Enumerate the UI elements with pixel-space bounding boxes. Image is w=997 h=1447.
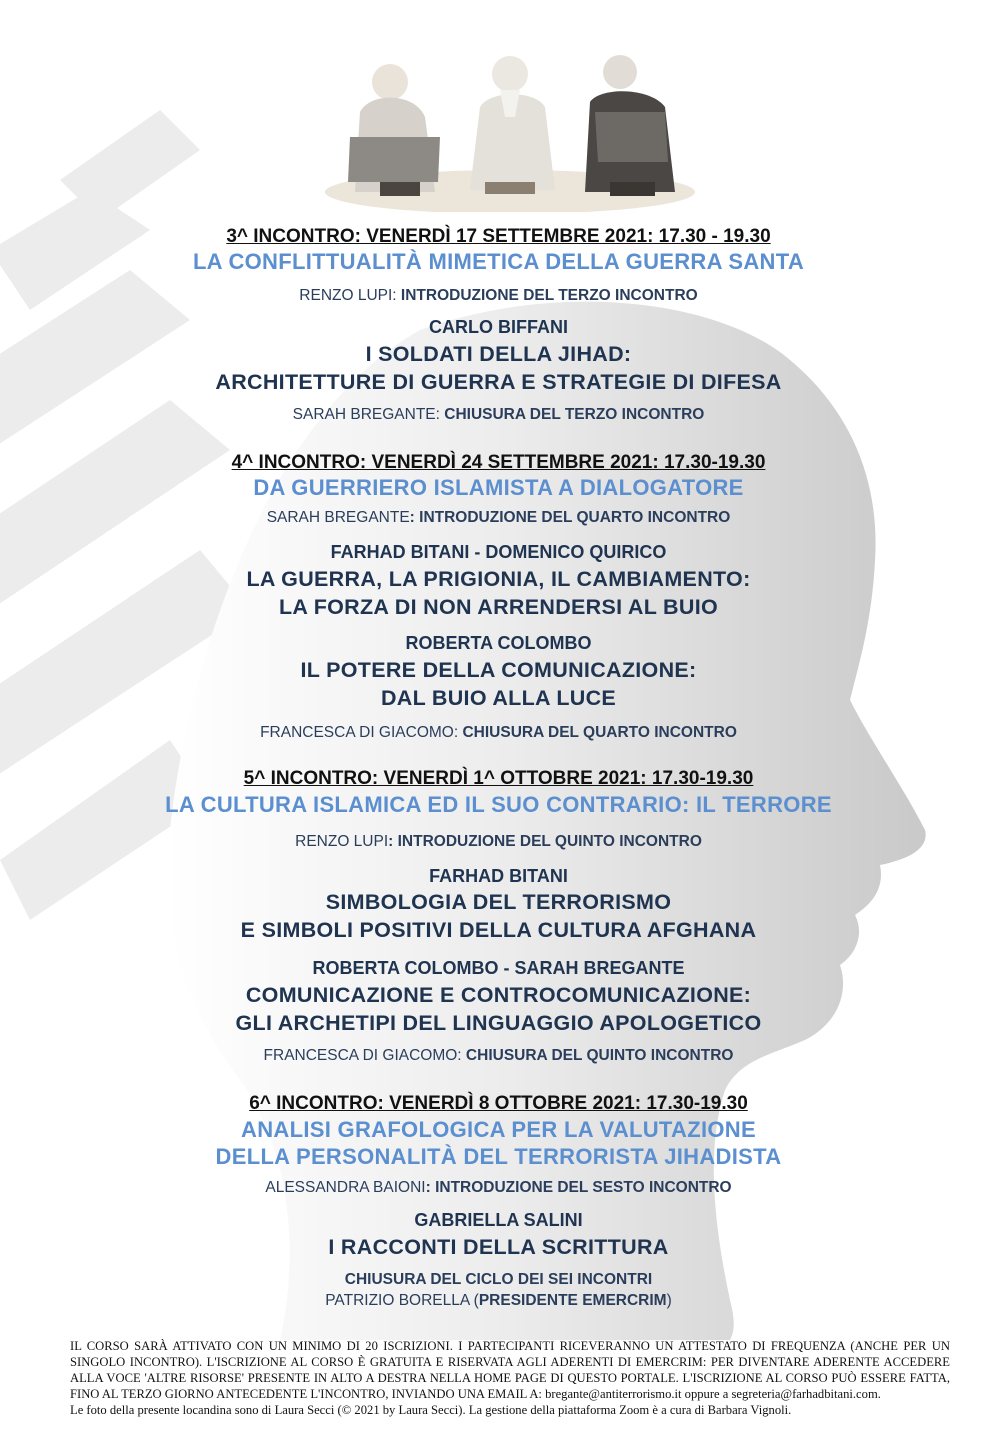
intro-role: : INTRODUZIONE DEL SESTO INCONTRO — [425, 1179, 732, 1196]
meeting-3-date: 3^ INCONTRO: VENERDÌ 17 SETTEMBRE 2021: 17.30 - 19.30 — [226, 226, 771, 247]
meeting-4-intro — [0, 509, 997, 527]
meeting-3-talk-title-2: ARCHITETTURE DI GUERRA E STRATEGIE DI DIFESA — [215, 370, 782, 394]
president-paren: ) — [666, 1292, 672, 1309]
meeting-3-talk-title-1: I SOLDATI DELLA JIHAD: — [365, 342, 632, 366]
intro-name: ALESSANDRA BAIONI — [265, 1179, 426, 1196]
registration-notice: IL CORSO SARÀ ATTIVATO CON UN MINIMO DI 20 ISCRIZIONI. I PARTECIPANTI RICEVERANNO UN ATTESTATO DI FREQUENZA (ANCHE PER UN SINGOLO INCONTRO). L'ISCRIZIONE AL CORSO È GRATUITA E RISERVATA AGLI ADERENTI DI EMERCRIM: PER DIVENTARE ADERENTE ACCEDERE ALLA VOCE 'ALTRE RISORSE' PRESENTE IN ALTO A DESTRA NELLA HOME PAGE DI QUESTO PORTALE. L'ISCRIZIONE AL CORSO PUÒ ESSERE FATTA, FINO AL TERZO GIORNO ANTECEDENTE L'INCONTRO, INVIANDO UNA EMAIL A: bregante@antiterrorismo.it oppure a segreteria@farhadbitani.com. — [70, 1339, 950, 1401]
closing-name: SARAH BREGANTE: — [292, 406, 440, 423]
footer-notes — [70, 1338, 950, 1418]
meeting-4-closing — [0, 724, 997, 742]
meeting-6-intro — [0, 1179, 997, 1197]
meeting-4-theme: DA GUERRIERO ISLAMISTA A DIALOGATORE — [253, 475, 744, 500]
meeting-3-theme: LA CONFLITTUALITÀ MIMETICA DELLA GUERRA SANTA — [192, 249, 805, 274]
meeting-4-talk-2-title-2: DAL BUIO ALLA LUCE — [380, 686, 617, 710]
meeting-5-talk-1-title-2: E SIMBOLI POSITIVI DELLA CULTURA AFGHANA — [240, 918, 757, 942]
president-role: PRESIDENTE EMERCRIM — [478, 1292, 667, 1309]
closing-role: CHIUSURA DEL TERZO INCONTRO — [439, 406, 705, 423]
meeting-6-theme-1: ANALISI GRAFOLOGICA PER LA VALUTAZIONE — [241, 1117, 756, 1142]
president-name: PATRIZIO BORELLA ( — [325, 1292, 479, 1309]
intro-role: : INTRODUZIONE DEL QUINTO INCONTRO — [388, 833, 702, 850]
photo-credit: Le foto della presente locandina sono di Laura Secci (© 2021 by Laura Secci). La gestione della piattaforma Zoom è a cura di Barbara Vignoli. — [70, 1403, 792, 1417]
closing-name: FRANCESCA DI GIACOMO: — [263, 1047, 462, 1064]
final-closing-text: CHIUSURA DEL CICLO DEI SEI INCONTRI — [344, 1271, 653, 1288]
meeting-5-speaker-1: FARHAD BITANI — [429, 866, 568, 886]
meeting-5-date: 5^ INCONTRO: VENERDÌ 1^ OTTOBRE 2021: 17.30-19.30 — [243, 768, 754, 789]
intro-role: INTRODUZIONE DEL TERZO INCONTRO — [396, 287, 698, 304]
meeting-5-talk-2-title-1: COMUNICAZIONE E CONTROCOMUNICAZIONE: — [245, 983, 752, 1007]
meeting-3-closing — [0, 406, 997, 424]
intro-name: RENZO LUPI — [295, 833, 389, 850]
meeting-3-intro — [0, 287, 997, 305]
final-closing-line — [0, 1271, 997, 1289]
intro-name: SARAH BREGANTE — [266, 509, 410, 526]
meeting-5-intro — [0, 833, 997, 851]
meeting-4-speaker-1: FARHAD BITANI - DOMENICO QUIRICO — [330, 542, 667, 562]
meeting-6-theme-2: DELLA PERSONALITÀ DEL TERRORISTA JIHADISTA — [215, 1144, 782, 1169]
final-closing-president — [0, 1292, 997, 1310]
meeting-6-date: 6^ INCONTRO: VENERDÌ 8 OTTOBRE 2021: 17.30-19.30 — [249, 1093, 748, 1114]
meeting-6-talk-title: I RACCONTI DELLA SCRITTURA — [328, 1235, 669, 1259]
meeting-5-speaker-2: ROBERTA COLOMBO - SARAH BREGANTE — [312, 958, 685, 978]
closing-role: CHIUSURA DEL QUARTO INCONTRO — [458, 724, 737, 741]
meeting-6-speaker: GABRIELLA SALINI — [414, 1210, 583, 1230]
photo-three-men-seated — [320, 42, 700, 212]
meeting-4-talk-2-title-1: IL POTERE DELLA COMUNICAZIONE: — [300, 658, 697, 682]
meeting-5-theme: LA CULTURA ISLAMICA ED IL SUO CONTRARIO: IL TERRORE — [165, 792, 832, 817]
meeting-5-talk-2-title-2: GLI ARCHETIPI DEL LINGUAGGIO APOLOGETICO — [235, 1011, 762, 1035]
meeting-4-speaker-2: ROBERTA COLOMBO — [405, 633, 592, 653]
intro-role: : INTRODUZIONE DEL QUARTO INCONTRO — [409, 509, 731, 526]
meeting-5-closing — [0, 1047, 997, 1065]
meeting-5-talk-1-title-1: SIMBOLOGIA DEL TERRORISMO — [325, 890, 672, 914]
meeting-4-talk-1-title-1: LA GUERRA, LA PRIGIONIA, IL CAMBIAMENTO: — [246, 567, 751, 591]
meeting-4-date: 4^ INCONTRO: VENERDÌ 24 SETTEMBRE 2021: 17.30-19.30 — [231, 452, 766, 473]
closing-name: FRANCESCA DI GIACOMO: — [260, 724, 459, 741]
closing-role: CHIUSURA DEL QUINTO INCONTRO — [461, 1047, 734, 1064]
meeting-3-speaker: CARLO BIFFANI — [429, 317, 568, 337]
meeting-4-talk-1-title-2: LA FORZA DI NON ARRENDERSI AL BUIO — [278, 595, 718, 619]
intro-name: RENZO LUPI: — [299, 287, 397, 304]
